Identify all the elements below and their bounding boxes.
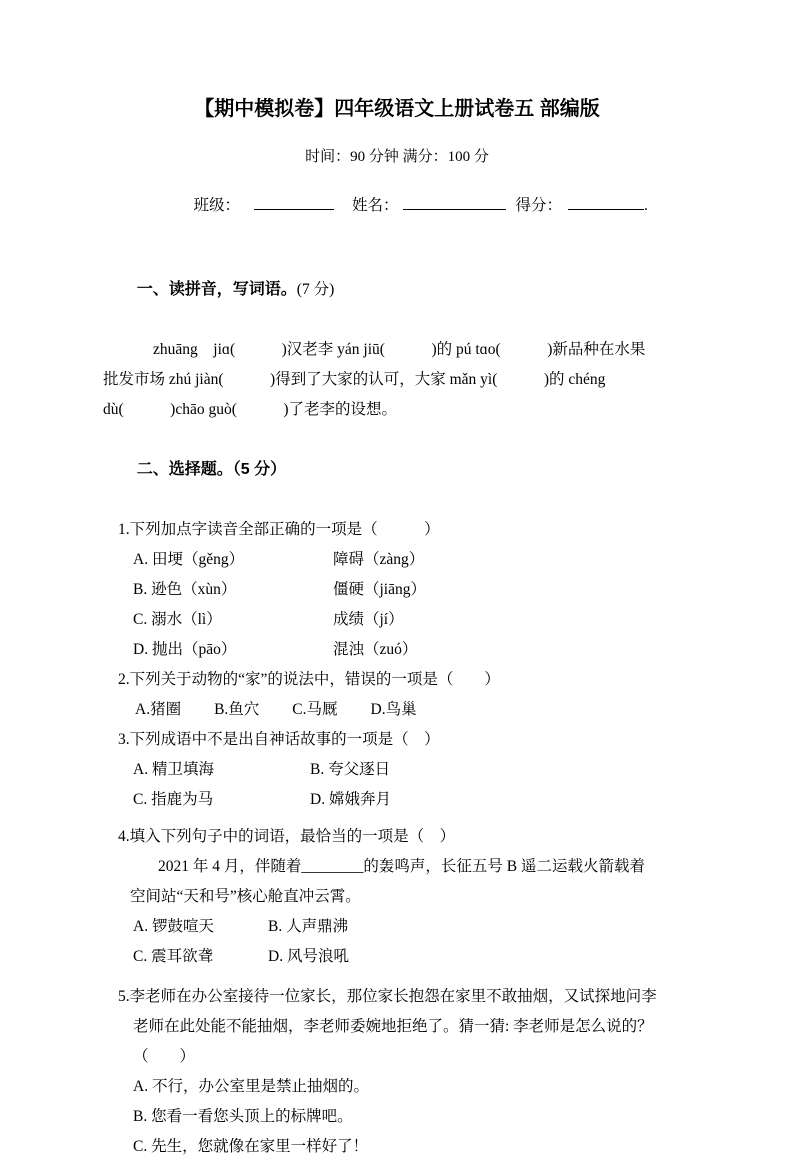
option-a-pair: 障碍（zàng） (333, 551, 425, 568)
option-d: D. 风号浪吼 (268, 948, 349, 965)
section-1-points: (7 分) (296, 281, 335, 298)
option-c: C. 溺水（lì） (133, 611, 222, 628)
option-b: B.鱼穴 (214, 701, 260, 718)
question-4-stem: 4.填入下列句子中的词语，最恰当的一项是（ ） (118, 828, 456, 845)
question-1-stem: 1.下列加点字读音全部正确的一项是（ ） (118, 521, 440, 538)
score-label: 得分： (515, 197, 563, 214)
question-1-option-row (133, 545, 794, 575)
question-4-option-row (133, 912, 794, 942)
option-b: B. 夸父逐日 (310, 761, 391, 778)
section-1-heading (119, 245, 794, 335)
option-a: A. 精卫填海 (133, 761, 214, 778)
option-b-pair: 僵硬（jiāng） (333, 581, 426, 598)
option-b: B. 人声鼎沸 (268, 918, 349, 935)
trailing-period: . (644, 197, 648, 214)
option-c-pair: 成绩（jí） (333, 611, 404, 628)
time-score-line: 时间：90 分钟 满分：100 分 (305, 149, 489, 165)
name-blank-line (403, 196, 506, 210)
question-3-option-row (133, 785, 794, 815)
student-info-row (178, 176, 794, 236)
section-2-points: （5 分） (232, 461, 287, 478)
question-3-stem: 3.下列成语中不是出自神话故事的一项是（ ） (118, 731, 440, 748)
question-1-option-row (133, 635, 794, 665)
question-2-stem: 2.下列关于动物的“家”的说法中，错误的一项是（ ） (118, 671, 500, 688)
question-4-option-row (133, 942, 794, 972)
question-5-stem-line: 5.李老师在办公室接待一位家长，那位家长抱怨在家里不敢抽烟，又试探地问李 (118, 988, 657, 1005)
score-blank-line (568, 196, 644, 210)
name-label: 姓名： (352, 197, 399, 214)
option-d: D. 嫦娥奔月 (310, 791, 391, 808)
option-c: C. 震耳欲聋 (133, 948, 214, 965)
question-4-passage-line: 空间站“天和号”核心舱直冲云霄。 (130, 888, 361, 905)
option-b: B. 逊色（xùn） (133, 581, 237, 598)
option-d: D.鸟巢 (370, 701, 417, 718)
question-5-stem-line: 老师在此处能不能抽烟，李老师委婉地拒绝了。猜一猜: 李老师是怎么说的？ (133, 1018, 653, 1035)
section-1-title: 一、读拼音，写词语。 (136, 281, 297, 298)
option-d: D. 抛出（pāo） (133, 641, 237, 658)
option-a: A. 田埂（gěng） (133, 551, 245, 568)
option-d-pair: 混浊（zuó） (333, 641, 418, 658)
option-b: B. 您看一看您头顶上的标牌吧。 (133, 1108, 353, 1125)
question-4-passage-line: 2021 年 4 月，伴随着________的轰鸣声，长征五号 B 遥二运载火箭载着 (158, 858, 645, 875)
option-a: A. 不行，办公室里是禁止抽烟的。 (133, 1078, 369, 1095)
class-label: 班级： (193, 197, 241, 214)
question-1-option-row (133, 605, 794, 635)
option-c: C. 先生，您就像在家里一样好了！ (133, 1138, 369, 1155)
paper-title: 【期中模拟卷】四年级语文上册试卷五 部编版 (194, 98, 600, 120)
pinyin-paragraph-line: zhuāng jiɑ( )汉老李 yán jiū( )的 pú tɑo( )新品种在水果 (153, 341, 646, 358)
option-c: C.马厩 (292, 701, 338, 718)
option-a: A.猪圈 (135, 701, 182, 718)
question-3-option-row (133, 755, 794, 785)
pinyin-paragraph-line: dù( )chāo guò( )了老李的设想。 (103, 401, 398, 418)
option-a: A. 锣鼓喧天 (133, 918, 214, 935)
question-5-answer-parens: （ ） (133, 1048, 196, 1065)
option-c: C. 指鹿为马 (133, 791, 214, 808)
section-2-heading (119, 425, 794, 515)
pinyin-paragraph-line: 批发市场 zhú jiàn( )得到了大家的认可，大家 mǎn yì( )的 chéng (103, 371, 606, 388)
section-2-title: 二、选择题。 (136, 461, 233, 478)
class-blank-line (254, 196, 334, 210)
question-1-option-row (133, 575, 794, 605)
question-2-option-row (135, 695, 794, 725)
